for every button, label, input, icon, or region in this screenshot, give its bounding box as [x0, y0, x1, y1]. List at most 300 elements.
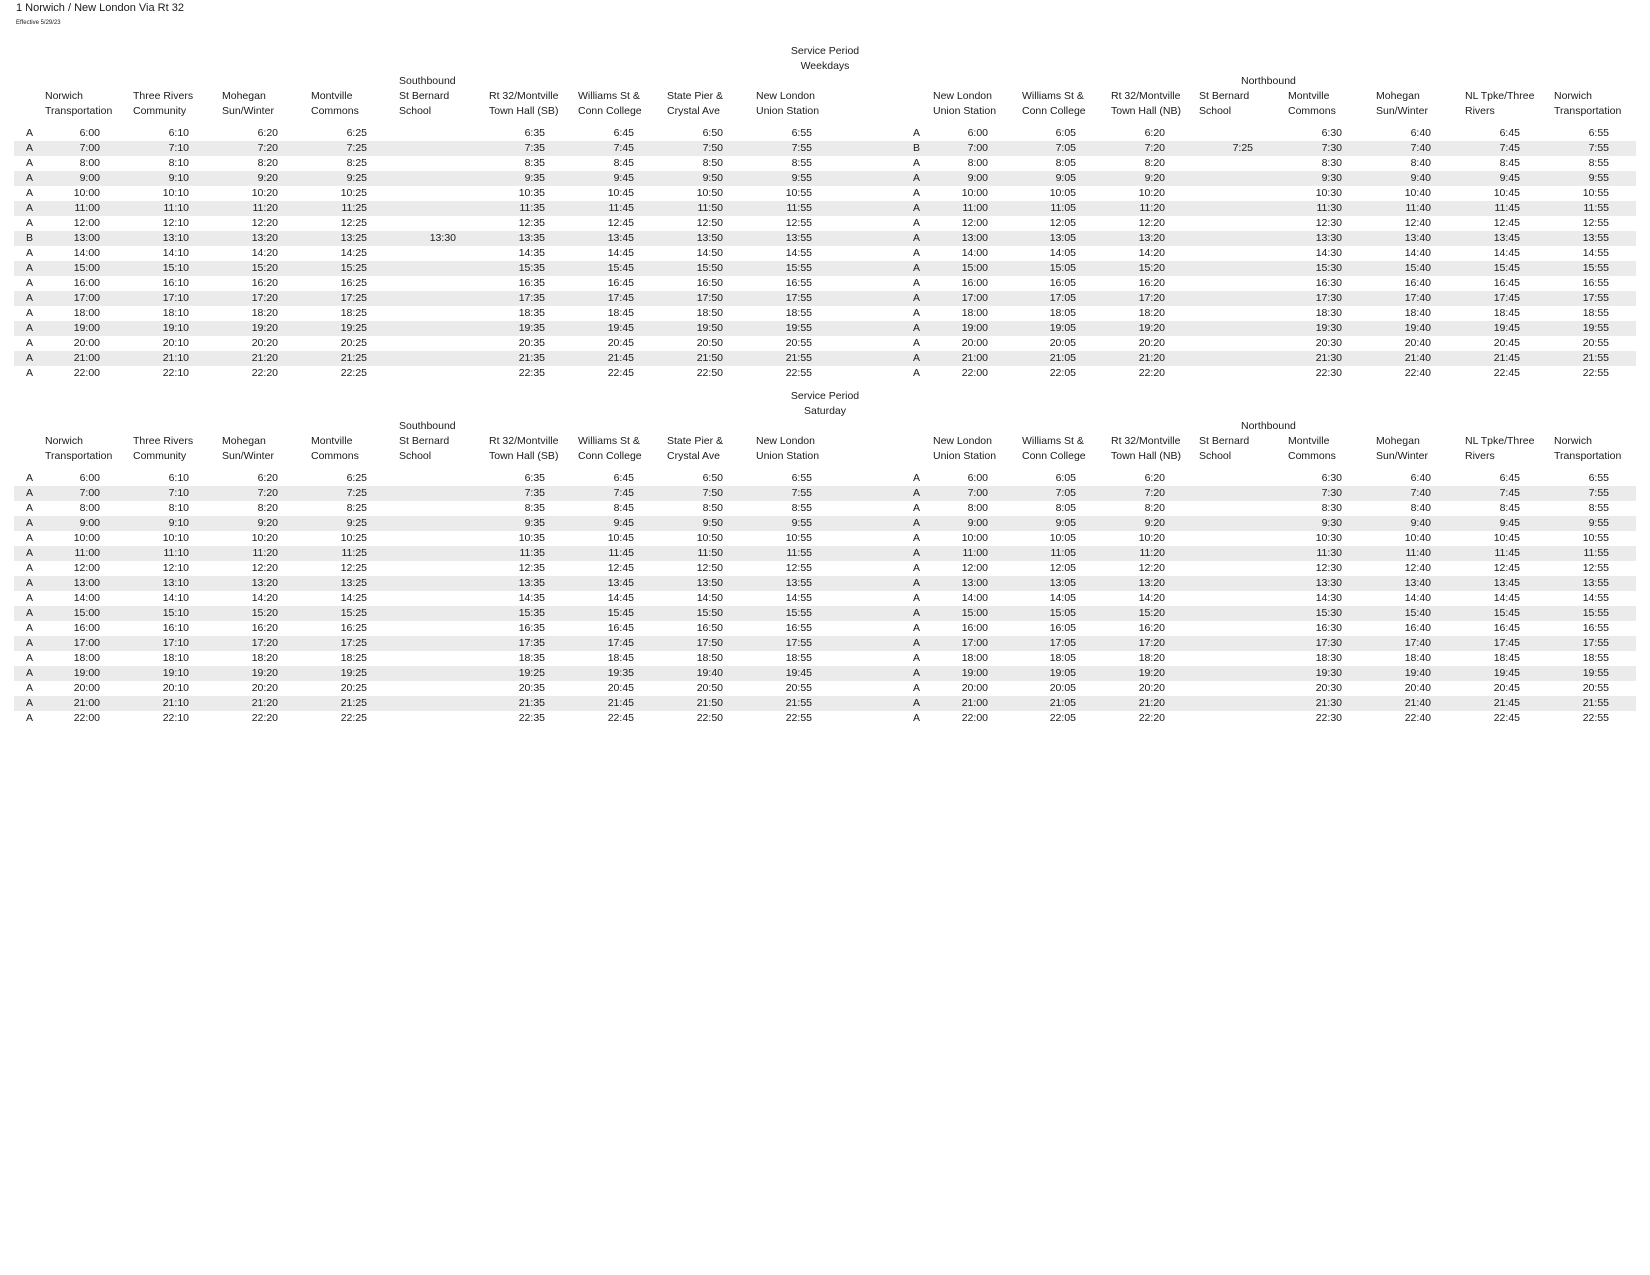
southbound-time-cell: 6:25	[346, 127, 367, 139]
northbound-time-cell: 10:45	[1493, 532, 1520, 544]
northbound-time-cell: 19:55	[1582, 667, 1609, 679]
header-line: New London	[756, 90, 815, 102]
table-row	[14, 531, 1636, 546]
southbound-time-cell: 8:50	[702, 502, 723, 514]
northbound-time-cell: 20:20	[1138, 337, 1165, 349]
northbound-time-cell	[1193, 261, 1253, 276]
southbound-time-cell: 21:55	[785, 352, 812, 364]
southbound-time-cell: 9:35	[524, 172, 545, 184]
southbound-time-cell: 13:00	[73, 232, 100, 244]
northbound-time-cell: 7:45	[1499, 142, 1520, 154]
southbound-time-cell	[396, 621, 456, 636]
table-row	[14, 711, 1636, 726]
header-line: Commons	[1288, 450, 1336, 462]
northbound-trip-code: A	[913, 607, 921, 619]
northbound-time-cell: 22:00	[961, 367, 988, 379]
southbound-time-cell: 18:35	[518, 307, 545, 319]
northbound-time-cell: 22:05	[1049, 712, 1076, 724]
northbound-column-header	[1288, 434, 1336, 464]
southbound-time-cell	[396, 186, 456, 201]
southbound-time-cell: 15:45	[607, 607, 634, 619]
northbound-trip-code: A	[913, 667, 921, 679]
table-row	[14, 141, 1636, 156]
northbound-time-cell: 22:40	[1404, 367, 1431, 379]
northbound-time-cell: 18:05	[1049, 652, 1076, 664]
southbound-trip-code: A	[26, 697, 34, 709]
northbound-time-cell: 17:00	[961, 292, 988, 304]
southbound-time-cell: 15:35	[518, 262, 545, 274]
southbound-time-cell: 13:50	[696, 232, 723, 244]
southbound-time-cell: 7:25	[346, 142, 367, 154]
northbound-time-cell: 17:20	[1138, 637, 1165, 649]
northbound-time-cell: 8:45	[1499, 502, 1520, 514]
northbound-time-cell: 16:00	[961, 277, 988, 289]
northbound-time-cell: 18:20	[1138, 652, 1165, 664]
header-line: Williams St &	[578, 435, 640, 447]
southbound-trip-code: A	[26, 517, 34, 529]
northbound-column-header	[1022, 89, 1086, 119]
southbound-time-cell: 10:25	[340, 532, 367, 544]
northbound-time-cell	[1193, 696, 1253, 711]
northbound-trip-code: A	[913, 637, 921, 649]
northbound-column-header	[1554, 434, 1621, 464]
southbound-time-cell: 9:00	[79, 517, 100, 529]
southbound-trip-code: A	[26, 547, 34, 559]
northbound-time-cell: 8:55	[1588, 502, 1609, 514]
northbound-time-cell	[1193, 336, 1253, 351]
southbound-time-cell: 10:20	[251, 532, 278, 544]
northbound-time-cell: 15:00	[961, 262, 988, 274]
northbound-trip-code: A	[913, 187, 921, 199]
northbound-time-cell: 16:05	[1049, 622, 1076, 634]
southbound-time-cell: 21:45	[607, 697, 634, 709]
header-line: Town Hall (NB)	[1111, 105, 1182, 117]
header-line: Williams St &	[1022, 435, 1084, 447]
table-row	[14, 231, 1636, 246]
northbound-time-cell: 8:00	[967, 157, 988, 169]
northbound-time-cell: 20:00	[961, 337, 988, 349]
southbound-time-cell	[396, 711, 456, 726]
southbound-time-cell: 22:10	[162, 712, 189, 724]
southbound-column-header	[489, 89, 558, 119]
northbound-time-cell: 10:55	[1582, 187, 1609, 199]
header-line: Williams St &	[578, 90, 640, 102]
southbound-time-cell: 21:25	[340, 697, 367, 709]
southbound-column-header	[399, 434, 449, 464]
northbound-trip-code: A	[913, 202, 921, 214]
northbound-time-cell: 14:00	[961, 592, 988, 604]
southbound-time-cell: 19:20	[251, 667, 278, 679]
southbound-time-cell	[396, 516, 456, 531]
southbound-time-cell: 6:35	[524, 472, 545, 484]
southbound-time-cell: 17:50	[696, 292, 723, 304]
northbound-time-cell: 18:00	[961, 307, 988, 319]
header-line: Union Station	[933, 450, 997, 462]
header-line: Community	[133, 450, 187, 462]
header-line: Commons	[311, 105, 359, 117]
southbound-time-cell: 14:55	[785, 592, 812, 604]
header-line: New London	[933, 90, 992, 102]
northbound-time-cell	[1193, 666, 1253, 681]
southbound-time-cell: 13:00	[73, 577, 100, 589]
northbound-time-cell: 7:55	[1588, 142, 1609, 154]
southbound-time-cell: 16:10	[162, 622, 189, 634]
header-line: Norwich	[45, 435, 83, 447]
southbound-time-cell: 18:20	[251, 652, 278, 664]
northbound-time-cell: 15:20	[1138, 607, 1165, 619]
southbound-time-cell: 11:25	[341, 547, 367, 559]
header-line: Conn College	[1022, 105, 1086, 117]
southbound-time-cell: 6:20	[257, 127, 278, 139]
northbound-time-cell: 11:45	[1494, 202, 1520, 214]
northbound-time-cell: 14:05	[1049, 592, 1076, 604]
northbound-time-cell: 12:45	[1493, 217, 1520, 229]
northbound-time-cell: 21:20	[1138, 352, 1165, 364]
southbound-column-header	[578, 434, 642, 464]
southbound-trip-code: A	[26, 187, 34, 199]
northbound-label: Northbound	[1241, 75, 1296, 87]
southbound-time-cell: 16:45	[607, 622, 634, 634]
southbound-time-cell	[396, 261, 456, 276]
southbound-time-cell: 7:00	[79, 142, 100, 154]
northbound-time-cell: 19:00	[961, 667, 988, 679]
northbound-time-cell: 7:30	[1321, 487, 1342, 499]
header-line: NL Tpke/Three	[1465, 435, 1535, 447]
southbound-trip-code: A	[26, 307, 34, 319]
southbound-time-cell: 7:50	[702, 142, 723, 154]
northbound-trip-code: A	[913, 472, 921, 484]
table-row	[14, 636, 1636, 651]
schedule-section	[0, 389, 1650, 729]
southbound-time-cell: 17:10	[162, 637, 189, 649]
northbound-time-cell: 19:00	[961, 322, 988, 334]
southbound-time-cell: 8:25	[346, 502, 367, 514]
southbound-time-cell	[396, 546, 456, 561]
service-period-name: Weekdays	[800, 60, 850, 72]
southbound-time-cell: 16:20	[251, 277, 278, 289]
northbound-time-cell: 14:20	[1138, 247, 1165, 259]
southbound-time-cell: 18:20	[251, 307, 278, 319]
header-line: Conn College	[1022, 450, 1086, 462]
southbound-time-cell: 9:25	[346, 517, 367, 529]
southbound-time-cell: 13:20	[251, 577, 278, 589]
header-line: Transportation	[45, 450, 113, 462]
southbound-time-cell: 15:25	[340, 262, 367, 274]
northbound-trip-code: A	[913, 487, 921, 499]
southbound-time-cell: 12:00	[73, 217, 100, 229]
header-line: Union Station	[933, 105, 997, 117]
southbound-time-cell: 15:00	[73, 607, 100, 619]
southbound-time-cell: 19:40	[696, 667, 723, 679]
northbound-time-cell: 14:00	[961, 247, 988, 259]
southbound-time-cell: 7:45	[613, 142, 634, 154]
southbound-time-cell: 18:55	[785, 652, 812, 664]
southbound-trip-code: A	[26, 142, 34, 154]
northbound-time-cell	[1193, 231, 1253, 246]
header-line: Sun/Winter	[222, 450, 274, 462]
southbound-time-cell: 19:25	[340, 322, 367, 334]
southbound-time-cell: 16:25	[340, 277, 367, 289]
table-row	[14, 651, 1636, 666]
southbound-trip-code: A	[26, 607, 34, 619]
southbound-time-cell: 12:20	[251, 562, 278, 574]
header-line: Commons	[311, 450, 359, 462]
southbound-time-cell: 7:55	[791, 487, 812, 499]
northbound-time-cell: 22:45	[1493, 367, 1520, 379]
northbound-time-cell: 11:05	[1050, 547, 1076, 559]
southbound-time-cell: 7:35	[524, 487, 545, 499]
header-line: St Bernard	[399, 90, 450, 102]
southbound-time-cell: 11:20	[252, 202, 278, 214]
southbound-time-cell: 9:20	[257, 517, 278, 529]
southbound-time-cell: 12:20	[251, 217, 278, 229]
northbound-time-cell	[1193, 501, 1253, 516]
northbound-time-cell: 22:00	[961, 712, 988, 724]
southbound-time-cell: 14:10	[162, 247, 189, 259]
southbound-column-header	[399, 89, 449, 119]
northbound-time-cell: 19:05	[1049, 667, 1076, 679]
header-line: St Bernard	[399, 435, 450, 447]
southbound-time-cell: 15:50	[696, 607, 723, 619]
northbound-time-cell: 14:05	[1049, 247, 1076, 259]
southbound-time-cell: 16:55	[785, 277, 812, 289]
southbound-time-cell: 16:50	[696, 622, 723, 634]
southbound-time-cell: 11:00	[74, 547, 100, 559]
northbound-time-cell: 6:45	[1499, 472, 1520, 484]
southbound-trip-code: A	[26, 622, 34, 634]
northbound-time-cell: 9:00	[967, 517, 988, 529]
northbound-time-cell: 17:55	[1582, 292, 1609, 304]
southbound-trip-code: A	[26, 652, 34, 664]
southbound-time-cell: 16:10	[162, 277, 189, 289]
northbound-time-cell: 17:00	[961, 637, 988, 649]
southbound-time-cell: 16:35	[518, 622, 545, 634]
northbound-time-cell: 12:05	[1049, 217, 1076, 229]
northbound-time-cell: 6:20	[1144, 472, 1165, 484]
northbound-time-cell: 12:55	[1582, 562, 1609, 574]
southbound-trip-code: A	[26, 157, 34, 169]
southbound-time-cell: 8:00	[79, 502, 100, 514]
southbound-time-cell: 21:10	[162, 697, 189, 709]
northbound-time-cell: 6:45	[1499, 127, 1520, 139]
southbound-time-cell: 11:10	[163, 202, 189, 214]
southbound-time-cell: 22:00	[73, 712, 100, 724]
northbound-time-cell: 22:30	[1315, 712, 1342, 724]
southbound-time-cell: 8:45	[613, 502, 634, 514]
northbound-time-cell: 12:20	[1138, 562, 1165, 574]
southbound-trip-code: A	[26, 262, 34, 274]
northbound-trip-code: A	[913, 247, 921, 259]
schedule-table	[14, 126, 1636, 381]
header-line: Williams St &	[1022, 90, 1084, 102]
northbound-time-cell: 17:20	[1138, 292, 1165, 304]
southbound-time-cell: 8:20	[257, 157, 278, 169]
northbound-time-cell: 7:05	[1055, 142, 1076, 154]
southbound-time-cell: 18:45	[607, 652, 634, 664]
northbound-time-cell	[1193, 531, 1253, 546]
southbound-time-cell: 14:45	[607, 592, 634, 604]
northbound-time-cell: 18:55	[1582, 307, 1609, 319]
northbound-time-cell: 9:40	[1410, 517, 1431, 529]
northbound-time-cell: 18:40	[1404, 307, 1431, 319]
northbound-time-cell: 15:05	[1049, 607, 1076, 619]
northbound-time-cell: 9:55	[1588, 517, 1609, 529]
northbound-time-cell: 20:55	[1582, 682, 1609, 694]
northbound-time-cell: 7:55	[1588, 487, 1609, 499]
northbound-time-cell: 20:05	[1049, 337, 1076, 349]
northbound-time-cell: 10:20	[1138, 532, 1165, 544]
northbound-time-cell: 19:45	[1493, 322, 1520, 334]
southbound-time-cell: 10:55	[785, 187, 812, 199]
northbound-time-cell: 14:40	[1404, 592, 1431, 604]
southbound-time-cell: 21:35	[518, 352, 545, 364]
service-period-heading	[0, 44, 1650, 74]
header-line: Mohegan	[222, 435, 266, 447]
southbound-column-header	[667, 434, 723, 464]
northbound-time-cell: 16:30	[1315, 622, 1342, 634]
southbound-time-cell: 12:35	[518, 217, 545, 229]
southbound-time-cell	[396, 561, 456, 576]
northbound-time-cell: 13:55	[1582, 232, 1609, 244]
southbound-time-cell: 6:20	[257, 472, 278, 484]
northbound-time-cell	[1193, 651, 1253, 666]
southbound-time-cell: 19:10	[162, 322, 189, 334]
southbound-time-cell: 6:10	[168, 472, 189, 484]
southbound-time-cell: 11:25	[341, 202, 367, 214]
northbound-time-cell: 16:40	[1404, 622, 1431, 634]
southbound-column-header	[667, 89, 723, 119]
southbound-time-cell: 14:10	[162, 592, 189, 604]
northbound-time-cell: 11:05	[1050, 202, 1076, 214]
southbound-time-cell: 22:25	[340, 712, 367, 724]
southbound-time-cell: 16:55	[785, 622, 812, 634]
northbound-time-cell: 13:20	[1138, 232, 1165, 244]
northbound-column-header	[1022, 434, 1086, 464]
northbound-time-cell: 9:45	[1499, 172, 1520, 184]
northbound-column-header	[933, 89, 996, 119]
header-line: Union Station	[756, 105, 820, 117]
northbound-trip-code: A	[913, 652, 921, 664]
northbound-trip-code: A	[913, 127, 921, 139]
southbound-time-cell: 10:50	[696, 532, 723, 544]
northbound-time-cell: 17:55	[1582, 637, 1609, 649]
northbound-time-cell: 17:30	[1315, 292, 1342, 304]
southbound-time-cell: 13:25	[340, 232, 367, 244]
southbound-time-cell: 6:55	[791, 472, 812, 484]
northbound-time-cell: 13:55	[1582, 577, 1609, 589]
northbound-time-cell: 12:40	[1404, 217, 1431, 229]
southbound-time-cell	[396, 321, 456, 336]
northbound-time-cell: 21:55	[1582, 697, 1609, 709]
header-line: Town Hall (NB)	[1111, 450, 1182, 462]
northbound-time-cell: 21:45	[1493, 352, 1520, 364]
northbound-time-cell: 10:20	[1138, 187, 1165, 199]
southbound-time-cell: 16:35	[518, 277, 545, 289]
northbound-time-cell: 20:30	[1315, 337, 1342, 349]
table-row	[14, 681, 1636, 696]
table-row	[14, 126, 1636, 141]
northbound-time-cell: 11:45	[1494, 547, 1520, 559]
service-period-label: Service Period	[790, 390, 860, 402]
northbound-time-cell: 16:45	[1493, 277, 1520, 289]
southbound-time-cell	[396, 576, 456, 591]
northbound-label: Northbound	[1241, 420, 1296, 432]
southbound-time-cell: 6:50	[702, 472, 723, 484]
southbound-time-cell: 19:10	[162, 667, 189, 679]
southbound-time-cell: 19:45	[607, 322, 634, 334]
table-row	[14, 351, 1636, 366]
southbound-time-cell: 22:00	[73, 367, 100, 379]
northbound-time-cell: 6:40	[1410, 127, 1431, 139]
northbound-time-cell: 14:45	[1493, 592, 1520, 604]
northbound-time-cell: 21:30	[1315, 352, 1342, 364]
northbound-time-cell: 6:30	[1321, 472, 1342, 484]
southbound-column-header	[222, 89, 274, 119]
header-line: Conn College	[578, 105, 642, 117]
southbound-time-cell: 15:20	[251, 607, 278, 619]
southbound-time-cell: 14:25	[340, 592, 367, 604]
southbound-time-cell: 8:00	[79, 157, 100, 169]
table-row	[14, 336, 1636, 351]
southbound-time-cell: 12:55	[785, 217, 812, 229]
southbound-time-cell: 11:55	[786, 547, 812, 559]
southbound-time-cell: 20:10	[162, 337, 189, 349]
table-row	[14, 261, 1636, 276]
northbound-trip-code: A	[913, 172, 921, 184]
northbound-time-cell	[1193, 171, 1253, 186]
northbound-time-cell: 8:55	[1588, 157, 1609, 169]
northbound-time-cell	[1193, 621, 1253, 636]
southbound-time-cell: 12:50	[696, 217, 723, 229]
southbound-time-cell: 7:00	[79, 487, 100, 499]
southbound-time-cell: 6:55	[791, 127, 812, 139]
table-row	[14, 666, 1636, 681]
northbound-time-cell: 11:55	[1583, 547, 1609, 559]
southbound-time-cell: 7:55	[791, 142, 812, 154]
southbound-time-cell	[396, 216, 456, 231]
southbound-trip-code: A	[26, 337, 34, 349]
header-line: Three Rivers	[133, 435, 194, 447]
southbound-time-cell: 18:55	[785, 307, 812, 319]
southbound-time-cell: 20:45	[607, 337, 634, 349]
southbound-time-cell	[396, 666, 456, 681]
table-row	[14, 321, 1636, 336]
northbound-time-cell: 12:05	[1049, 562, 1076, 574]
southbound-time-cell: 13:25	[340, 577, 367, 589]
header-line: Community	[133, 105, 187, 117]
northbound-trip-code: A	[913, 682, 921, 694]
header-line: NL Tpke/Three	[1465, 90, 1535, 102]
southbound-column-header	[133, 89, 193, 119]
table-row	[14, 186, 1636, 201]
southbound-time-cell: 21:50	[696, 352, 723, 364]
northbound-time-cell: 21:05	[1049, 697, 1076, 709]
southbound-time-cell	[396, 336, 456, 351]
southbound-time-cell	[396, 276, 456, 291]
southbound-time-cell: 11:50	[697, 547, 723, 559]
southbound-time-cell	[396, 126, 456, 141]
northbound-time-cell: 11:00	[962, 547, 988, 559]
southbound-trip-code: A	[26, 682, 34, 694]
northbound-time-cell: 16:05	[1049, 277, 1076, 289]
southbound-time-cell: 11:10	[163, 547, 189, 559]
northbound-time-cell: 14:20	[1138, 592, 1165, 604]
northbound-time-cell: 10:40	[1404, 532, 1431, 544]
southbound-time-cell: 19:35	[607, 667, 634, 679]
northbound-time-cell	[1193, 306, 1253, 321]
southbound-trip-code: A	[26, 712, 34, 724]
southbound-time-cell: 22:20	[251, 367, 278, 379]
